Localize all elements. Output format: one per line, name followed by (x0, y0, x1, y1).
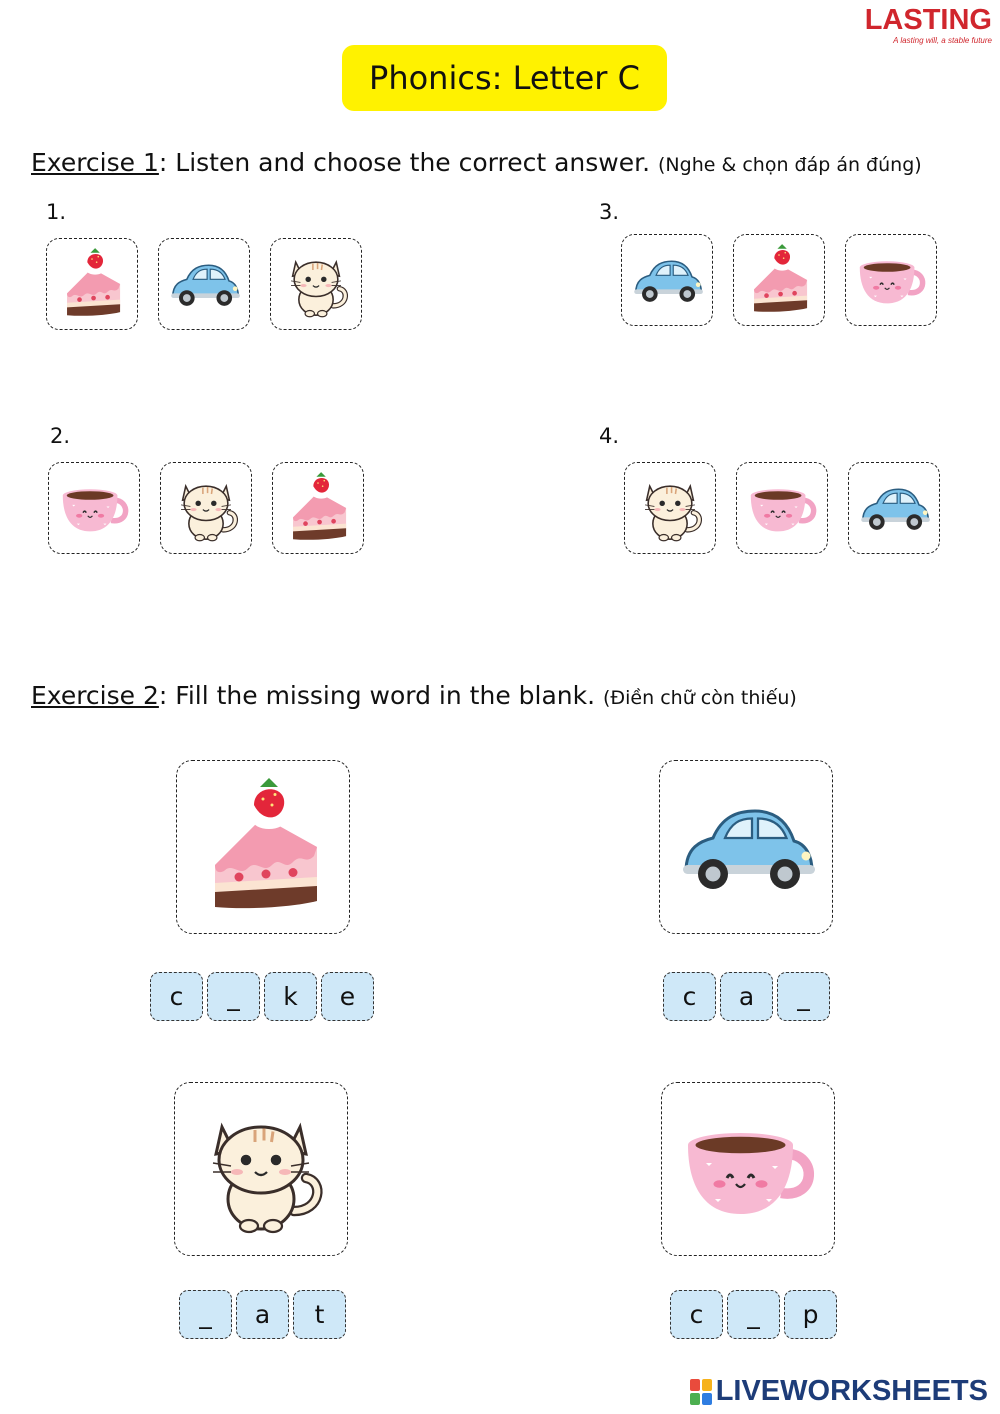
ex2-picture-cat (174, 1082, 348, 1256)
blank-tile[interactable]: _ (777, 972, 830, 1021)
letter-tile: c (663, 972, 716, 1021)
letter-tile: e (321, 972, 374, 1021)
liveworksheets-brand: LIVEWORKSHEETS (715, 1375, 988, 1407)
page-title: Phonics: Letter C (369, 59, 640, 97)
car-icon (855, 469, 933, 547)
q4-option-cat[interactable] (624, 462, 716, 554)
question-4-options (624, 462, 940, 554)
q3-option-cup[interactable] (845, 234, 937, 326)
exercise2-instruction: : Fill the missing word in the blank. (158, 681, 596, 710)
cake-icon (188, 772, 338, 922)
exercise1-label: Exercise 1 (31, 148, 159, 177)
q2-option-cup[interactable] (48, 462, 140, 554)
question-1-number: 1. (46, 200, 67, 224)
cup-icon (55, 469, 133, 547)
letter-tile: c (670, 1290, 723, 1339)
car-icon (671, 772, 821, 922)
exercise2-translation: (Điền chữ còn thiếu) (603, 687, 797, 709)
ex2-picture-car (659, 760, 833, 934)
cake-icon (740, 241, 818, 319)
exercise2-heading (31, 681, 797, 710)
cup-icon (852, 241, 930, 319)
q3-option-car[interactable] (621, 234, 713, 326)
exercise2-label: Exercise 2 (31, 681, 159, 710)
ex2-word-cat (179, 1290, 346, 1339)
q3-option-cake[interactable] (733, 234, 825, 326)
q1-option-cat[interactable] (270, 238, 362, 330)
liveworksheets-footer (690, 1375, 988, 1408)
cat-icon (631, 469, 709, 547)
exercise1-translation: (Nghe & chọn đáp án đúng) (658, 154, 922, 176)
car-icon (165, 245, 243, 323)
letter-tile: c (150, 972, 203, 1021)
cup-icon (673, 1094, 823, 1244)
exercise1-heading (31, 148, 922, 177)
question-2-options (48, 462, 364, 554)
blank-tile[interactable]: _ (179, 1290, 232, 1339)
cup-icon (743, 469, 821, 547)
q2-option-cake[interactable] (272, 462, 364, 554)
letter-tile: a (236, 1290, 289, 1339)
q4-option-car[interactable] (848, 462, 940, 554)
cake-icon (279, 469, 357, 547)
letter-tile: a (720, 972, 773, 1021)
question-1-options (46, 238, 362, 330)
q4-option-cup[interactable] (736, 462, 828, 554)
blank-tile[interactable]: _ (207, 972, 260, 1021)
page-title-box (342, 45, 667, 111)
cat-icon (186, 1094, 336, 1244)
letter-tile: t (293, 1290, 346, 1339)
q1-option-car[interactable] (158, 238, 250, 330)
logo-word: LASTING (864, 4, 992, 36)
car-icon (628, 241, 706, 319)
liveworksheets-logo-icon (690, 1379, 712, 1405)
ex2-word-cup (670, 1290, 837, 1339)
cat-icon (167, 469, 245, 547)
logo-tagline: A lasting will, a stable future (893, 36, 992, 45)
question-4-number: 4. (599, 424, 620, 448)
cat-icon (277, 245, 355, 323)
question-3-options (621, 234, 937, 326)
ex2-picture-cup (661, 1082, 835, 1256)
q1-option-cake[interactable] (46, 238, 138, 330)
lasting-logo (865, 4, 992, 45)
blank-tile[interactable]: _ (727, 1290, 780, 1339)
letter-tile: p (784, 1290, 837, 1339)
q2-option-cat[interactable] (160, 462, 252, 554)
question-3-number: 3. (599, 200, 620, 224)
ex2-word-cake (150, 972, 374, 1021)
exercise1-instruction: : Listen and choose the correct answer. (158, 148, 651, 177)
question-2-number: 2. (50, 424, 71, 448)
ex2-word-car (663, 972, 830, 1021)
ex2-picture-cake (176, 760, 350, 934)
cake-icon (53, 245, 131, 323)
letter-tile: k (264, 972, 317, 1021)
